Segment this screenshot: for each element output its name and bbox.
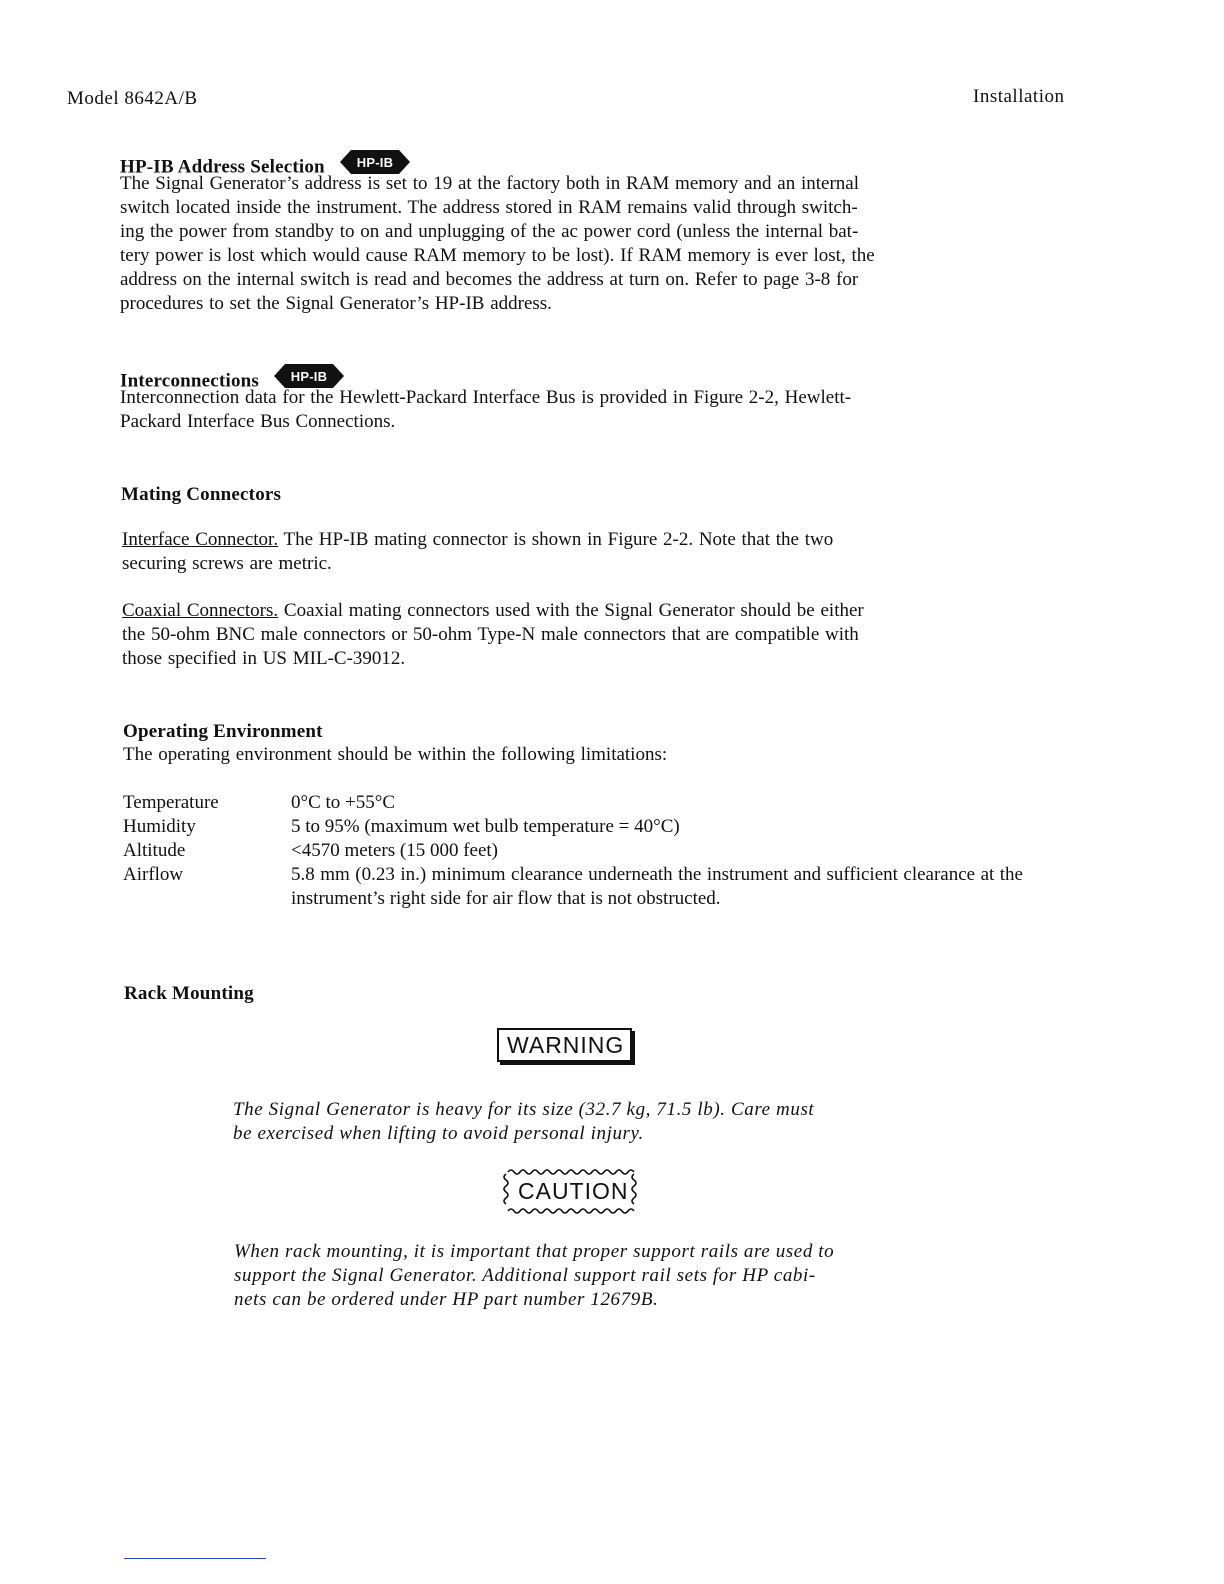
para-line: the 50-ohm BNC male connectors or 50-ohm Type-N male connectors that are compatible with <box>122 624 859 645</box>
environment-intro: The operating environment should be within the following limitations: <box>123 744 668 765</box>
heading-hpib-address-text: HP-IB Address Selection <box>120 156 325 178</box>
caution-text <box>234 1240 934 1312</box>
caution-box <box>500 1166 642 1216</box>
warning-label: WARNING <box>497 1028 632 1062</box>
interface-connector-label: Interface Connector. <box>122 529 279 550</box>
caution-line: When rack mounting, it is important that proper support rails are used to <box>234 1241 835 1262</box>
para-line: Coaxial mating connectors used with the Signal Generator should be either <box>278 600 864 621</box>
para-interconnections <box>120 386 1025 434</box>
heading-mating-connectors: Mating Connectors <box>121 484 282 505</box>
para-hpib-address <box>120 172 1025 316</box>
heading-operating-environment: Operating Environment <box>123 721 323 742</box>
heading-rack-mounting: Rack Mounting <box>124 983 254 1004</box>
environment-table <box>123 791 1028 911</box>
para-line: tery power is lost which would cause RAM memory to be lost). If RAM memory is ever lost, the <box>120 245 875 266</box>
header-section: Installation <box>973 86 1065 107</box>
caution-line: nets can be ordered under HP part number 12679B. <box>234 1289 659 1310</box>
footer-rule <box>124 1558 266 1559</box>
para-interface-connector <box>122 528 1027 576</box>
hpib-badge-label: HP-IB <box>290 369 328 384</box>
environment-value: 5.8 mm (0.23 in.) minimum clearance underneath the instrument and sufficient clearance at the instrument’s right side for air flow that is not obstructed. <box>291 864 1023 909</box>
coaxial-connectors-label: Coaxial Connectors. <box>122 600 279 621</box>
environment-value: <4570 meters (15 000 feet) <box>291 840 498 861</box>
para-line: address on the internal switch is read and becomes the address at turn on. Refer to page 3-8 for <box>120 269 859 290</box>
para-coaxial-connectors <box>122 599 1027 671</box>
environment-value: 0°C to +55°C <box>291 792 396 813</box>
environment-row <box>123 791 1028 815</box>
warning-text <box>233 1098 933 1146</box>
heading-interconnections-text: Interconnections <box>120 370 260 392</box>
environment-label: Altitude <box>123 840 186 861</box>
environment-value: 5 to 95% (maximum wet bulb temperature = 40°C) <box>291 816 680 837</box>
para-line: those specified in US MIL-C-39012. <box>122 648 406 669</box>
caution-line: support the Signal Generator. Additional support rail sets for HP cabi- <box>234 1265 816 1286</box>
para-line: securing screws are metric. <box>122 553 332 574</box>
environment-row <box>123 839 1028 863</box>
environment-label: Humidity <box>123 816 196 837</box>
environment-row <box>123 815 1028 839</box>
hpib-badge-label: HP-IB <box>356 155 393 170</box>
caution-label: CAUTION <box>518 1178 629 1204</box>
warning-line: be exercised when lifting to avoid personal injury. <box>233 1123 644 1144</box>
header-model: Model 8642A/B <box>67 88 198 109</box>
warning-line: The Signal Generator is heavy for its size (32.7 kg, 71.5 lb). Care must <box>233 1099 815 1120</box>
environment-label: Temperature <box>123 792 219 813</box>
warning-box <box>497 1032 632 1059</box>
environment-label: Airflow <box>123 864 184 885</box>
environment-row <box>123 863 1028 911</box>
para-line: The HP-IB mating connector is shown in Figure 2-2. Note that the two <box>278 529 834 550</box>
para-line: procedures to set the Signal Generator’s HP-IB address. <box>120 293 552 314</box>
para-line: Packard Interface Bus Connections. <box>120 411 396 432</box>
para-line: The Signal Generator’s address is set to 19 at the factory both in RAM memory and an internal <box>120 173 859 194</box>
para-line: Interconnection data for the Hewlett-Packard Interface Bus is provided in Figure 2-2, Hewlett- <box>120 387 852 408</box>
para-line: switch located inside the instrument. The address stored in RAM remains valid through switch- <box>120 197 858 218</box>
para-line: ing the power from standby to on and unplugging of the ac power cord (unless the internal bat- <box>120 221 859 242</box>
